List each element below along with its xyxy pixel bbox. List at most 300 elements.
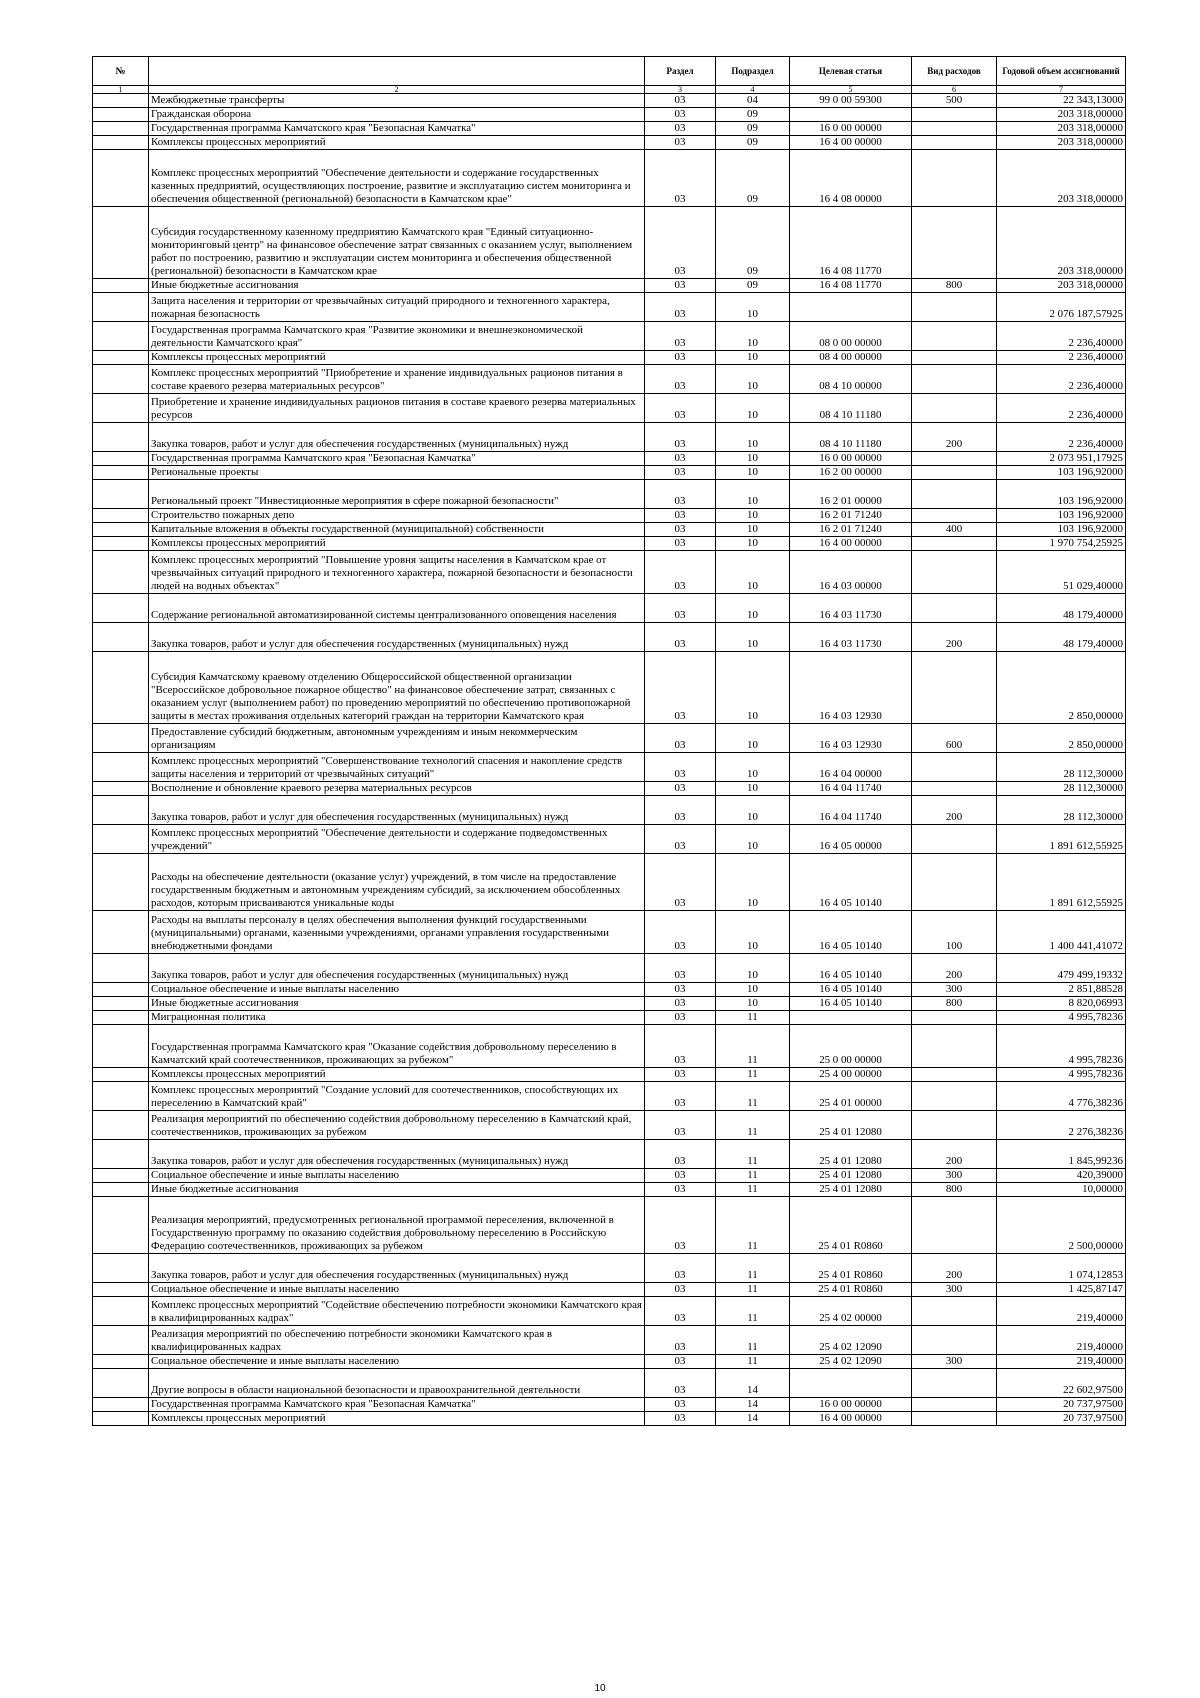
- table-row: [93, 753, 1126, 782]
- row-name-cell: Закупка товаров, работ и услуг для обеспечения государственных (муниципальных) нужд: [149, 423, 645, 452]
- row-podrazdel-cell: 10: [716, 997, 790, 1011]
- row-name-cell: Государственная программа Камчатского края "Развитие экономики и внешнеэкономической деятельности Камчатского края": [149, 322, 645, 351]
- row-razdel-cell: 03: [645, 1283, 716, 1297]
- row-podrazdel-cell: 10: [716, 423, 790, 452]
- row-number-cell: [93, 1183, 149, 1197]
- row-razdel-cell: 03: [645, 782, 716, 796]
- table-row: [93, 1140, 1126, 1169]
- table-row: [93, 1412, 1126, 1426]
- row-number-cell: [93, 623, 149, 652]
- row-number-cell: [93, 1197, 149, 1254]
- row-podrazdel-cell: 10: [716, 466, 790, 480]
- row-expense-type-cell: 500: [912, 94, 997, 108]
- row-number-cell: [93, 1254, 149, 1283]
- row-number-cell: [93, 825, 149, 854]
- row-amount-cell: 219,40000: [997, 1297, 1126, 1326]
- row-razdel-cell: 03: [645, 537, 716, 551]
- row-expense-type-cell: 800: [912, 1183, 997, 1197]
- row-amount-cell: 203 318,00000: [997, 207, 1126, 279]
- row-amount-cell: 20 737,97500: [997, 1398, 1126, 1412]
- header-expense-type: Вид расходов: [912, 57, 997, 86]
- row-razdel-cell: 03: [645, 983, 716, 997]
- row-number-cell: [93, 136, 149, 150]
- row-amount-cell: 1 074,12853: [997, 1254, 1126, 1283]
- table-row: [93, 1111, 1126, 1140]
- row-target-article-cell: 25 4 01 12080: [790, 1183, 912, 1197]
- row-number-cell: [93, 523, 149, 537]
- row-amount-cell: 28 112,30000: [997, 753, 1126, 782]
- row-expense-type-cell: 200: [912, 423, 997, 452]
- row-podrazdel-cell: 11: [716, 1140, 790, 1169]
- row-number-cell: [93, 150, 149, 207]
- row-amount-cell: 2 236,40000: [997, 394, 1126, 423]
- table-row: [93, 394, 1126, 423]
- table-row: [93, 365, 1126, 394]
- header-annual-volume: Годовой объем ассигнований: [997, 57, 1126, 86]
- row-podrazdel-cell: 10: [716, 322, 790, 351]
- row-expense-type-cell: 800: [912, 997, 997, 1011]
- row-expense-type-cell: [912, 1398, 997, 1412]
- budget-table: [92, 56, 1126, 1426]
- row-razdel-cell: 03: [645, 452, 716, 466]
- row-podrazdel-cell: 10: [716, 452, 790, 466]
- row-number-cell: [93, 207, 149, 279]
- header-name: [149, 57, 645, 86]
- table-row: [93, 594, 1126, 623]
- row-expense-type-cell: [912, 594, 997, 623]
- row-podrazdel-cell: 14: [716, 1412, 790, 1426]
- row-razdel-cell: 03: [645, 623, 716, 652]
- row-number-cell: [93, 1011, 149, 1025]
- row-target-article-cell: 16 4 04 00000: [790, 753, 912, 782]
- row-razdel-cell: 03: [645, 724, 716, 753]
- row-name-cell: Миграционная политика: [149, 1011, 645, 1025]
- row-name-cell: Восполнение и обновление краевого резерва материальных ресурсов: [149, 782, 645, 796]
- row-number-cell: [93, 122, 149, 136]
- table-row: [93, 279, 1126, 293]
- header-razdel: Раздел: [645, 57, 716, 86]
- row-podrazdel-cell: 11: [716, 1025, 790, 1068]
- row-name-cell: Государственная программа Камчатского края "Безопасная Камчатка": [149, 122, 645, 136]
- row-number-cell: [93, 1169, 149, 1183]
- table-row: [93, 480, 1126, 509]
- row-amount-cell: 203 318,00000: [997, 150, 1126, 207]
- row-name-cell: Комплекс процессных мероприятий "Обеспечение деятельности и содержание подведомственных учреждений": [149, 825, 645, 854]
- row-expense-type-cell: [912, 652, 997, 724]
- row-name-cell: Социальное обеспечение и иные выплаты населению: [149, 1283, 645, 1297]
- row-razdel-cell: 03: [645, 322, 716, 351]
- row-number-cell: [93, 466, 149, 480]
- row-razdel-cell: 03: [645, 1254, 716, 1283]
- row-target-article-cell: 16 4 05 10140: [790, 997, 912, 1011]
- row-razdel-cell: 03: [645, 207, 716, 279]
- row-podrazdel-cell: 09: [716, 279, 790, 293]
- row-name-cell: Комплекс процессных мероприятий "Повышение уровня защиты населения в Камчатском крае от чрезвычайных ситуаций природного и техногенного характера, пожарной безопасности и безопасности людей на водных объектах": [149, 551, 645, 594]
- table-row: [93, 351, 1126, 365]
- row-number-cell: [93, 782, 149, 796]
- row-name-cell: Строительство пожарных депо: [149, 509, 645, 523]
- row-amount-cell: 203 318,00000: [997, 136, 1126, 150]
- page-number: 10: [594, 1683, 606, 1694]
- row-razdel-cell: 03: [645, 108, 716, 122]
- row-target-article-cell: 16 4 03 12930: [790, 724, 912, 753]
- row-name-cell: Капитальные вложения в объекты государственной (муниципальной) собственности: [149, 523, 645, 537]
- row-name-cell: Иные бюджетные ассигнования: [149, 279, 645, 293]
- row-amount-cell: 22 343,13000: [997, 94, 1126, 108]
- table-header-row: [93, 57, 1126, 86]
- row-razdel-cell: 03: [645, 1326, 716, 1355]
- row-target-article-cell: 16 4 05 10140: [790, 983, 912, 997]
- row-name-cell: Комплекс процессных мероприятий "Совершенствование технологий спасения и накопление средств защиты населения и территорий от чрезвычайных ситуаций": [149, 753, 645, 782]
- row-number-cell: [93, 1326, 149, 1355]
- row-podrazdel-cell: 10: [716, 983, 790, 997]
- row-razdel-cell: 03: [645, 136, 716, 150]
- row-amount-cell: 8 820,06993: [997, 997, 1126, 1011]
- row-podrazdel-cell: 10: [716, 796, 790, 825]
- table-row: [93, 207, 1126, 279]
- row-amount-cell: 2 500,00000: [997, 1197, 1126, 1254]
- row-razdel-cell: 03: [645, 1197, 716, 1254]
- table-row: [93, 1183, 1126, 1197]
- row-expense-type-cell: [912, 1412, 997, 1426]
- row-name-cell: Другие вопросы в области национальной безопасности и правоохранительной деятельности: [149, 1369, 645, 1398]
- row-razdel-cell: 03: [645, 1169, 716, 1183]
- table-row: [93, 537, 1126, 551]
- row-expense-type-cell: 200: [912, 954, 997, 983]
- table-row: [93, 1068, 1126, 1082]
- row-target-article-cell: 16 4 00 00000: [790, 1412, 912, 1426]
- row-amount-cell: 2 236,40000: [997, 322, 1126, 351]
- row-expense-type-cell: [912, 122, 997, 136]
- row-name-cell: Иные бюджетные ассигнования: [149, 997, 645, 1011]
- row-amount-cell: 103 196,92000: [997, 480, 1126, 509]
- row-expense-type-cell: 200: [912, 796, 997, 825]
- row-expense-type-cell: [912, 854, 997, 911]
- table-row: [93, 1011, 1126, 1025]
- row-name-cell: Социальное обеспечение и иные выплаты населению: [149, 1169, 645, 1183]
- row-expense-type-cell: [912, 150, 997, 207]
- row-razdel-cell: 03: [645, 1183, 716, 1197]
- row-number-cell: [93, 954, 149, 983]
- header-number: №: [93, 57, 149, 86]
- row-razdel-cell: 03: [645, 1111, 716, 1140]
- row-target-article-cell: 16 0 00 00000: [790, 452, 912, 466]
- row-razdel-cell: 03: [645, 825, 716, 854]
- row-amount-cell: 28 112,30000: [997, 796, 1126, 825]
- row-podrazdel-cell: 10: [716, 782, 790, 796]
- row-razdel-cell: 03: [645, 1025, 716, 1068]
- row-number-cell: [93, 293, 149, 322]
- row-target-article-cell: 08 4 00 00000: [790, 351, 912, 365]
- row-expense-type-cell: 200: [912, 623, 997, 652]
- row-amount-cell: 51 029,40000: [997, 551, 1126, 594]
- row-target-article-cell: 16 4 08 11770: [790, 279, 912, 293]
- row-number-cell: [93, 911, 149, 954]
- row-podrazdel-cell: 09: [716, 207, 790, 279]
- row-podrazdel-cell: 10: [716, 537, 790, 551]
- row-razdel-cell: 03: [645, 480, 716, 509]
- row-expense-type-cell: [912, 1025, 997, 1068]
- row-target-article-cell: 16 4 03 11730: [790, 594, 912, 623]
- row-razdel-cell: 03: [645, 997, 716, 1011]
- row-amount-cell: 2 850,00000: [997, 652, 1126, 724]
- row-target-article-cell: 25 4 02 12090: [790, 1326, 912, 1355]
- row-number-cell: [93, 480, 149, 509]
- row-target-article-cell: 08 4 10 00000: [790, 365, 912, 394]
- table-body: [93, 94, 1126, 1426]
- row-number-cell: [93, 796, 149, 825]
- row-razdel-cell: 03: [645, 394, 716, 423]
- row-expense-type-cell: 200: [912, 1140, 997, 1169]
- row-name-cell: Гражданская оборона: [149, 108, 645, 122]
- row-amount-cell: 103 196,92000: [997, 466, 1126, 480]
- row-target-article-cell: 16 4 03 11730: [790, 623, 912, 652]
- row-amount-cell: 1 891 612,55925: [997, 854, 1126, 911]
- row-target-article-cell: 16 0 00 00000: [790, 1398, 912, 1412]
- row-razdel-cell: 03: [645, 551, 716, 594]
- row-number-cell: [93, 1025, 149, 1068]
- column-index: 6: [912, 86, 997, 94]
- table-row: [93, 1082, 1126, 1111]
- row-target-article-cell: 08 4 10 11180: [790, 394, 912, 423]
- row-podrazdel-cell: 10: [716, 480, 790, 509]
- row-expense-type-cell: [912, 1326, 997, 1355]
- header-target-article: Целевая статья: [790, 57, 912, 86]
- table-row: [93, 1369, 1126, 1398]
- row-target-article-cell: 16 2 01 00000: [790, 480, 912, 509]
- row-name-cell: Защита населения и территории от чрезвычайных ситуаций природного и техногенного характера, пожарная безопасность: [149, 293, 645, 322]
- row-number-cell: [93, 1412, 149, 1426]
- row-expense-type-cell: [912, 108, 997, 122]
- row-expense-type-cell: [912, 1068, 997, 1082]
- row-podrazdel-cell: 10: [716, 394, 790, 423]
- row-number-cell: [93, 279, 149, 293]
- row-amount-cell: 1 970 754,25925: [997, 537, 1126, 551]
- table-row: [93, 136, 1126, 150]
- row-target-article-cell: 25 0 00 00000: [790, 1025, 912, 1068]
- row-name-cell: Региональные проекты: [149, 466, 645, 480]
- table-row: [93, 509, 1126, 523]
- row-target-article-cell: 25 4 00 00000: [790, 1068, 912, 1082]
- row-amount-cell: 2 236,40000: [997, 365, 1126, 394]
- row-expense-type-cell: [912, 136, 997, 150]
- row-razdel-cell: 03: [645, 423, 716, 452]
- row-razdel-cell: 03: [645, 1082, 716, 1111]
- row-number-cell: [93, 1111, 149, 1140]
- row-razdel-cell: 03: [645, 1297, 716, 1326]
- row-amount-cell: 1 400 441,41072: [997, 911, 1126, 954]
- row-amount-cell: 103 196,92000: [997, 509, 1126, 523]
- row-name-cell: Реализация мероприятий по обеспечению потребности экономики Камчатского края в квалифицированных кадрах: [149, 1326, 645, 1355]
- row-podrazdel-cell: 10: [716, 724, 790, 753]
- row-expense-type-cell: 600: [912, 724, 997, 753]
- row-podrazdel-cell: 10: [716, 854, 790, 911]
- row-target-article-cell: [790, 1369, 912, 1398]
- row-name-cell: Социальное обеспечение и иные выплаты населению: [149, 1355, 645, 1369]
- row-amount-cell: 10,00000: [997, 1183, 1126, 1197]
- row-expense-type-cell: [912, 551, 997, 594]
- row-razdel-cell: 03: [645, 351, 716, 365]
- row-target-article-cell: 16 2 01 71240: [790, 509, 912, 523]
- row-target-article-cell: 16 4 04 11740: [790, 796, 912, 825]
- row-amount-cell: 2 851,88528: [997, 983, 1126, 997]
- row-razdel-cell: 03: [645, 954, 716, 983]
- row-number-cell: [93, 351, 149, 365]
- row-name-cell: Предоставление субсидий бюджетным, автономным учреждениям и иным некоммерческим организациям: [149, 724, 645, 753]
- table-row: [93, 523, 1126, 537]
- row-razdel-cell: 03: [645, 365, 716, 394]
- row-number-cell: [93, 854, 149, 911]
- row-target-article-cell: 16 0 00 00000: [790, 122, 912, 136]
- row-number-cell: [93, 94, 149, 108]
- row-amount-cell: 2 076 187,57925: [997, 293, 1126, 322]
- row-target-article-cell: 16 4 00 00000: [790, 136, 912, 150]
- row-target-article-cell: 25 4 01 R0860: [790, 1283, 912, 1297]
- row-expense-type-cell: 300: [912, 1169, 997, 1183]
- row-expense-type-cell: [912, 1082, 997, 1111]
- row-expense-type-cell: [912, 1297, 997, 1326]
- row-podrazdel-cell: 11: [716, 1355, 790, 1369]
- row-expense-type-cell: [912, 1197, 997, 1254]
- table-row: [93, 724, 1126, 753]
- row-number-cell: [93, 1297, 149, 1326]
- row-razdel-cell: 03: [645, 652, 716, 724]
- row-name-cell: Комплексы процессных мероприятий: [149, 1068, 645, 1082]
- row-podrazdel-cell: 11: [716, 1197, 790, 1254]
- row-razdel-cell: 03: [645, 466, 716, 480]
- row-name-cell: Комплексы процессных мероприятий: [149, 136, 645, 150]
- column-index: 5: [790, 86, 912, 94]
- row-expense-type-cell: [912, 537, 997, 551]
- row-expense-type-cell: 100: [912, 911, 997, 954]
- row-name-cell: Субсидия государственному казенному предприятию Камчатского края "Единый ситуационно-мониторинговый центр" на финансовое обеспечение затрат связанных с оказанием услуг, выполнением работ по построению, развитию и эксплуатации систем мониторинга и обеспечения общественной (региональной) безопасности в Камчатском крае: [149, 207, 645, 279]
- row-target-article-cell: 16 2 01 71240: [790, 523, 912, 537]
- table-row: [93, 1355, 1126, 1369]
- row-name-cell: Закупка товаров, работ и услуг для обеспечения государственных (муниципальных) нужд: [149, 1140, 645, 1169]
- row-amount-cell: 48 179,40000: [997, 594, 1126, 623]
- row-expense-type-cell: [912, 293, 997, 322]
- row-number-cell: [93, 365, 149, 394]
- row-target-article-cell: [790, 1011, 912, 1025]
- table-row: [93, 796, 1126, 825]
- row-name-cell: Государственная программа Камчатского края "Безопасная Камчатка": [149, 1398, 645, 1412]
- row-number-cell: [93, 1082, 149, 1111]
- row-expense-type-cell: 300: [912, 1355, 997, 1369]
- row-target-article-cell: 16 4 00 00000: [790, 537, 912, 551]
- row-name-cell: Приобретение и хранение индивидуальных рационов питания в составе краевого резерва материальных ресурсов: [149, 394, 645, 423]
- table-row: [93, 108, 1126, 122]
- table-row: [93, 954, 1126, 983]
- row-name-cell: Социальное обеспечение и иные выплаты населению: [149, 983, 645, 997]
- row-name-cell: Реализация мероприятий, предусмотренных региональной программой переселения, включенной в Государственную программу по оказанию содействия добровольному переселению в Российскую Федерацию соотечественников, проживающих за рубежом: [149, 1197, 645, 1254]
- row-podrazdel-cell: 11: [716, 1068, 790, 1082]
- row-amount-cell: 22 602,97500: [997, 1369, 1126, 1398]
- table-row: [93, 1169, 1126, 1183]
- row-amount-cell: 4 995,78236: [997, 1011, 1126, 1025]
- row-number-cell: [93, 1140, 149, 1169]
- row-podrazdel-cell: 14: [716, 1398, 790, 1412]
- row-podrazdel-cell: 10: [716, 911, 790, 954]
- row-amount-cell: 4 995,78236: [997, 1068, 1126, 1082]
- row-amount-cell: 1 845,99236: [997, 1140, 1126, 1169]
- table-row: [93, 150, 1126, 207]
- row-target-article-cell: 25 4 02 12090: [790, 1355, 912, 1369]
- row-expense-type-cell: 800: [912, 279, 997, 293]
- table-row: [93, 997, 1126, 1011]
- row-target-article-cell: 08 4 10 11180: [790, 423, 912, 452]
- table-row: [93, 1025, 1126, 1068]
- row-razdel-cell: 03: [645, 150, 716, 207]
- row-name-cell: Государственная программа Камчатского края "Безопасная Камчатка": [149, 452, 645, 466]
- row-name-cell: Иные бюджетные ассигнования: [149, 1183, 645, 1197]
- row-podrazdel-cell: 09: [716, 150, 790, 207]
- row-number-cell: [93, 1283, 149, 1297]
- row-amount-cell: 203 318,00000: [997, 279, 1126, 293]
- row-razdel-cell: 03: [645, 1355, 716, 1369]
- row-name-cell: Закупка товаров, работ и услуг для обеспечения государственных (муниципальных) нужд: [149, 623, 645, 652]
- row-target-article-cell: 08 0 00 00000: [790, 322, 912, 351]
- row-razdel-cell: 03: [645, 796, 716, 825]
- row-name-cell: Комплекс процессных мероприятий "Обеспечение деятельности и содержание государственных казенных предприятий, осуществляющих построение, развитие и эксплуатацию систем мониторинга и обеспечения общественной (региональной) безопасности в Камчатском крае": [149, 150, 645, 207]
- row-podrazdel-cell: 14: [716, 1369, 790, 1398]
- row-name-cell: Расходы на выплаты персоналу в целях обеспечения выполнения функций государственными (муниципальными) органами, казенными учреждениями, органами управления государственными внебюджетными фондами: [149, 911, 645, 954]
- row-expense-type-cell: [912, 351, 997, 365]
- row-expense-type-cell: [912, 753, 997, 782]
- table-row: [93, 1326, 1126, 1355]
- row-razdel-cell: 03: [645, 523, 716, 537]
- row-podrazdel-cell: 04: [716, 94, 790, 108]
- row-razdel-cell: 03: [645, 1068, 716, 1082]
- row-number-cell: [93, 108, 149, 122]
- table-row: [93, 652, 1126, 724]
- row-number-cell: [93, 594, 149, 623]
- row-target-article-cell: 25 4 01 R0860: [790, 1254, 912, 1283]
- row-podrazdel-cell: 10: [716, 753, 790, 782]
- table-row: [93, 1297, 1126, 1326]
- row-amount-cell: 4 995,78236: [997, 1025, 1126, 1068]
- row-target-article-cell: 99 0 00 59300: [790, 94, 912, 108]
- row-podrazdel-cell: 10: [716, 551, 790, 594]
- row-number-cell: [93, 753, 149, 782]
- row-name-cell: Субсидия Камчатскому краевому отделению Общероссийской общественной организации "Всероссийское добровольное пожарное общество" на финансовое обеспечение затрат, связанных с оказанием услуг (выполнением работ) по проведению мероприятий по обеспечению противопожарной защиты в местах проживания отдельных категорий граждан на территории Камчатского края: [149, 652, 645, 724]
- table-row: [93, 452, 1126, 466]
- row-podrazdel-cell: 10: [716, 365, 790, 394]
- row-razdel-cell: 03: [645, 1398, 716, 1412]
- row-amount-cell: 203 318,00000: [997, 122, 1126, 136]
- table-row: [93, 122, 1126, 136]
- row-name-cell: Реализация мероприятий по обеспечению содействия добровольному переселению в Камчатский край, соотечественников, проживающих за рубежом: [149, 1111, 645, 1140]
- row-razdel-cell: 03: [645, 1369, 716, 1398]
- row-amount-cell: 1 891 612,55925: [997, 825, 1126, 854]
- row-podrazdel-cell: 11: [716, 1011, 790, 1025]
- row-number-cell: [93, 551, 149, 594]
- row-amount-cell: 2 073 951,17925: [997, 452, 1126, 466]
- row-podrazdel-cell: 10: [716, 523, 790, 537]
- table-row: [93, 782, 1126, 796]
- row-expense-type-cell: [912, 1111, 997, 1140]
- row-amount-cell: 20 737,97500: [997, 1412, 1126, 1426]
- row-name-cell: Закупка товаров, работ и услуг для обеспечения государственных (муниципальных) нужд: [149, 1254, 645, 1283]
- table-row: [93, 1254, 1126, 1283]
- row-podrazdel-cell: 10: [716, 594, 790, 623]
- row-podrazdel-cell: 10: [716, 623, 790, 652]
- row-podrazdel-cell: 11: [716, 1082, 790, 1111]
- row-razdel-cell: 03: [645, 293, 716, 322]
- row-number-cell: [93, 724, 149, 753]
- row-razdel-cell: 03: [645, 94, 716, 108]
- row-name-cell: Комплекс процессных мероприятий "Приобретение и хранение индивидуальных рационов питания в составе краевого резерва материальных ресурсов": [149, 365, 645, 394]
- row-name-cell: Комплексы процессных мероприятий: [149, 537, 645, 551]
